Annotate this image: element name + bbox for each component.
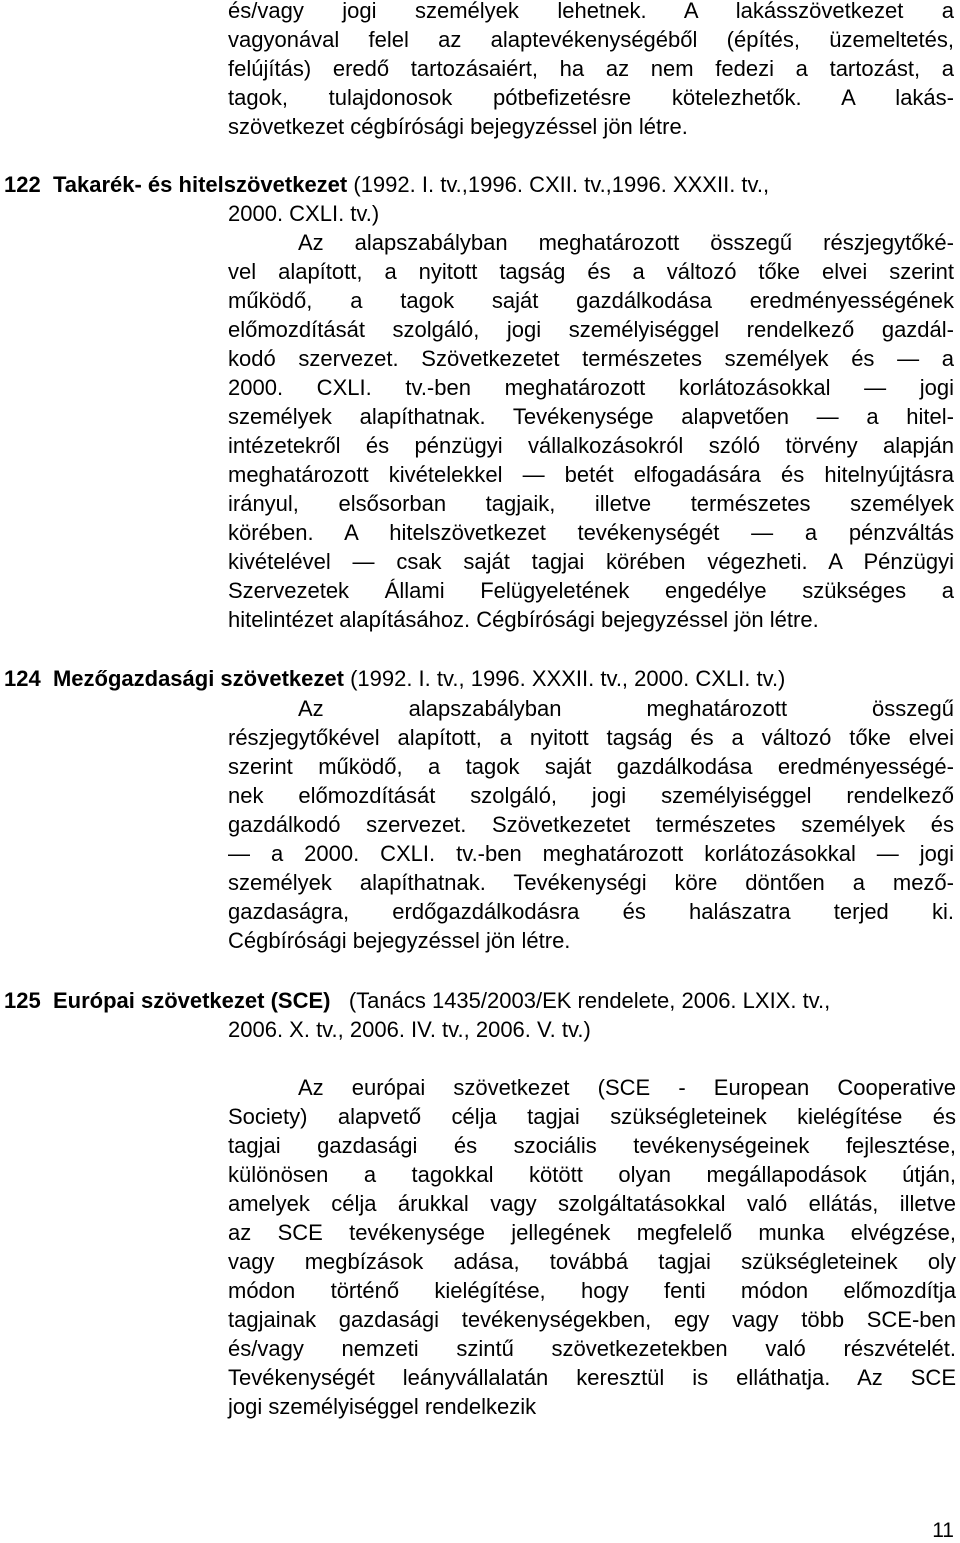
- entry-number: 125: [4, 988, 41, 1013]
- entry-reference: (Tanács 1435/2003/EK rendelete, 2006. LXIX. tv.,: [348, 988, 831, 1013]
- intro-line: vagyonával felel az alaptevékenységéből (építés, üzemeltetés,: [228, 27, 954, 52]
- body-line: az SCE tevékenysége jellegének megfelelő munka elvégzése,: [228, 1220, 956, 1245]
- body-line: Az európai szövetkezet (SCE - European Cooperative: [298, 1075, 956, 1100]
- entry-heading: [4, 170, 769, 199]
- body-line: gazdaságra, erdőgazdálkodásra és halászatra terjed ki.: [228, 899, 954, 924]
- entry-reference: (1992. I. tv., 1996. XXXII. tv., 2000. CXLI. tv.): [350, 666, 786, 691]
- entry-reference-continued: 2006. X. tv., 2006. IV. tv., 2006. V. tv.): [228, 1017, 591, 1042]
- intro-line: és/vagy jogi személyek lehetnek. A lakásszövetkezet a: [228, 0, 954, 23]
- body-line: — a 2000. CXLI. tv.-ben meghatározott korlátozásokkal — jogi: [228, 841, 954, 866]
- intro-line: tagok, tulajdonosok pótbefizetésre kötelezhetők. A lakás-: [228, 85, 954, 110]
- body-line: irányul, elsősorban tagjaik, illetve természetes személyek: [228, 491, 954, 516]
- body-line: 2000. CXLI. tv.-ben meghatározott korlátozásokkal — jogi: [228, 375, 954, 400]
- entry-reference-continued: 2000. CXLI. tv.): [228, 201, 380, 226]
- body-line: kodó szervezet. Szövetkezetet természetes személyek és — a: [228, 346, 954, 371]
- page-number: 11: [932, 1519, 954, 1542]
- entry-title: Európai szövetkezet (SCE): [52, 988, 331, 1013]
- body-line: körében. A hitelszövetkezet tevékenységét — a pénzváltás: [228, 520, 954, 545]
- body-line: személyek alapíthatnak. Tevékenysége alapvetően — a hitel-: [228, 404, 954, 429]
- body-line: vel alapított, a nyitott tagság és a változó tőke elvei szerint: [228, 259, 954, 284]
- body-line: részjegytőkével alapított, a nyitott tagság és a változó tőke elvei: [228, 725, 954, 750]
- entry-number: 122: [4, 172, 41, 197]
- body-line: előmozdítását szolgáló, jogi személyiséggel rendelkező gazdál-: [228, 317, 954, 342]
- body-line: Society) alapvető célja tagjai szükségleteinek kielégítése és: [228, 1104, 956, 1129]
- body-line: Az alapszabályban meghatározott összegű: [298, 696, 954, 721]
- body-line: módon történő kielégítése, hogy fenti módon előmozdítja: [228, 1278, 956, 1303]
- body-line: nek előmozdítását szolgáló, jogi személyiséggel rendelkező: [228, 783, 954, 808]
- body-line: intézetekről és pénzügyi vállalkozásokról szóló törvény alapján: [228, 433, 954, 458]
- body-line: tagjai gazdasági és szociális tevékenységeinek fejlesztése,: [228, 1133, 956, 1158]
- body-line: kivételével — csak saját tagjai körében végezheti. A Pénzügyi: [228, 549, 954, 574]
- intro-line: felújítás) eredő tartozásaiért, ha az nem fedezi a tartozást, a: [228, 56, 954, 81]
- body-line: jogi személyiséggel rendelkezik: [228, 1394, 537, 1419]
- entry-title: Mezőgazdasági szövetkezet: [52, 666, 344, 691]
- entry-reference: (1992. I. tv.,1996. CXII. tv.,1996. XXXII. tv.,: [353, 172, 770, 197]
- entry-heading: [4, 664, 785, 693]
- body-line: Tevékenységét leányvállalatán keresztül is elláthatja. Az SCE: [228, 1365, 956, 1390]
- body-line: tagjainak gazdasági tevékenységekben, egy vagy több SCE-ben: [228, 1307, 956, 1332]
- entry-heading: [4, 986, 830, 1015]
- body-line: Szervezetek Állami Felügyeletének engedélye szükséges a: [228, 578, 954, 603]
- body-line: és/vagy nemzeti szintű szövetkezetekben való részvételét.: [228, 1336, 956, 1361]
- body-line: Cégbírósági bejegyzéssel jön létre.: [228, 928, 571, 953]
- body-line: meghatározott kivételekkel — betét elfogadására és hitelnyújtásra: [228, 462, 954, 487]
- body-line: működő, a tagok saját gazdálkodása eredményességének: [228, 288, 954, 313]
- body-line: hitelintézet alapításához. Cégbírósági bejegyzéssel jön létre.: [228, 607, 819, 632]
- body-line: különösen a tagokkal kötött olyan megállapodások útján,: [228, 1162, 956, 1187]
- intro-line: szövetkezet cégbírósági bejegyzéssel jön létre.: [228, 114, 688, 139]
- body-line: személyek alapíthatnak. Tevékenységi köre döntően a mező-: [228, 870, 954, 895]
- entry-number: 124: [4, 666, 41, 691]
- body-line: Az alapszabályban meghatározott összegű részjegytőké-: [298, 230, 954, 255]
- body-line: amelyek célja árukkal vagy szolgáltatásokkal való ellátás, illetve: [228, 1191, 956, 1216]
- entry-title: Takarék- és hitelszövetkezet: [52, 172, 348, 197]
- body-line: szerint működő, a tagok saját gazdálkodása eredményességé-: [228, 754, 954, 779]
- body-line: vagy megbízások adása, továbbá tagjai szükségleteinek oly: [228, 1249, 956, 1274]
- body-line: gazdálkodó szervezet. Szövetkezetet természetes személyek és: [228, 812, 954, 837]
